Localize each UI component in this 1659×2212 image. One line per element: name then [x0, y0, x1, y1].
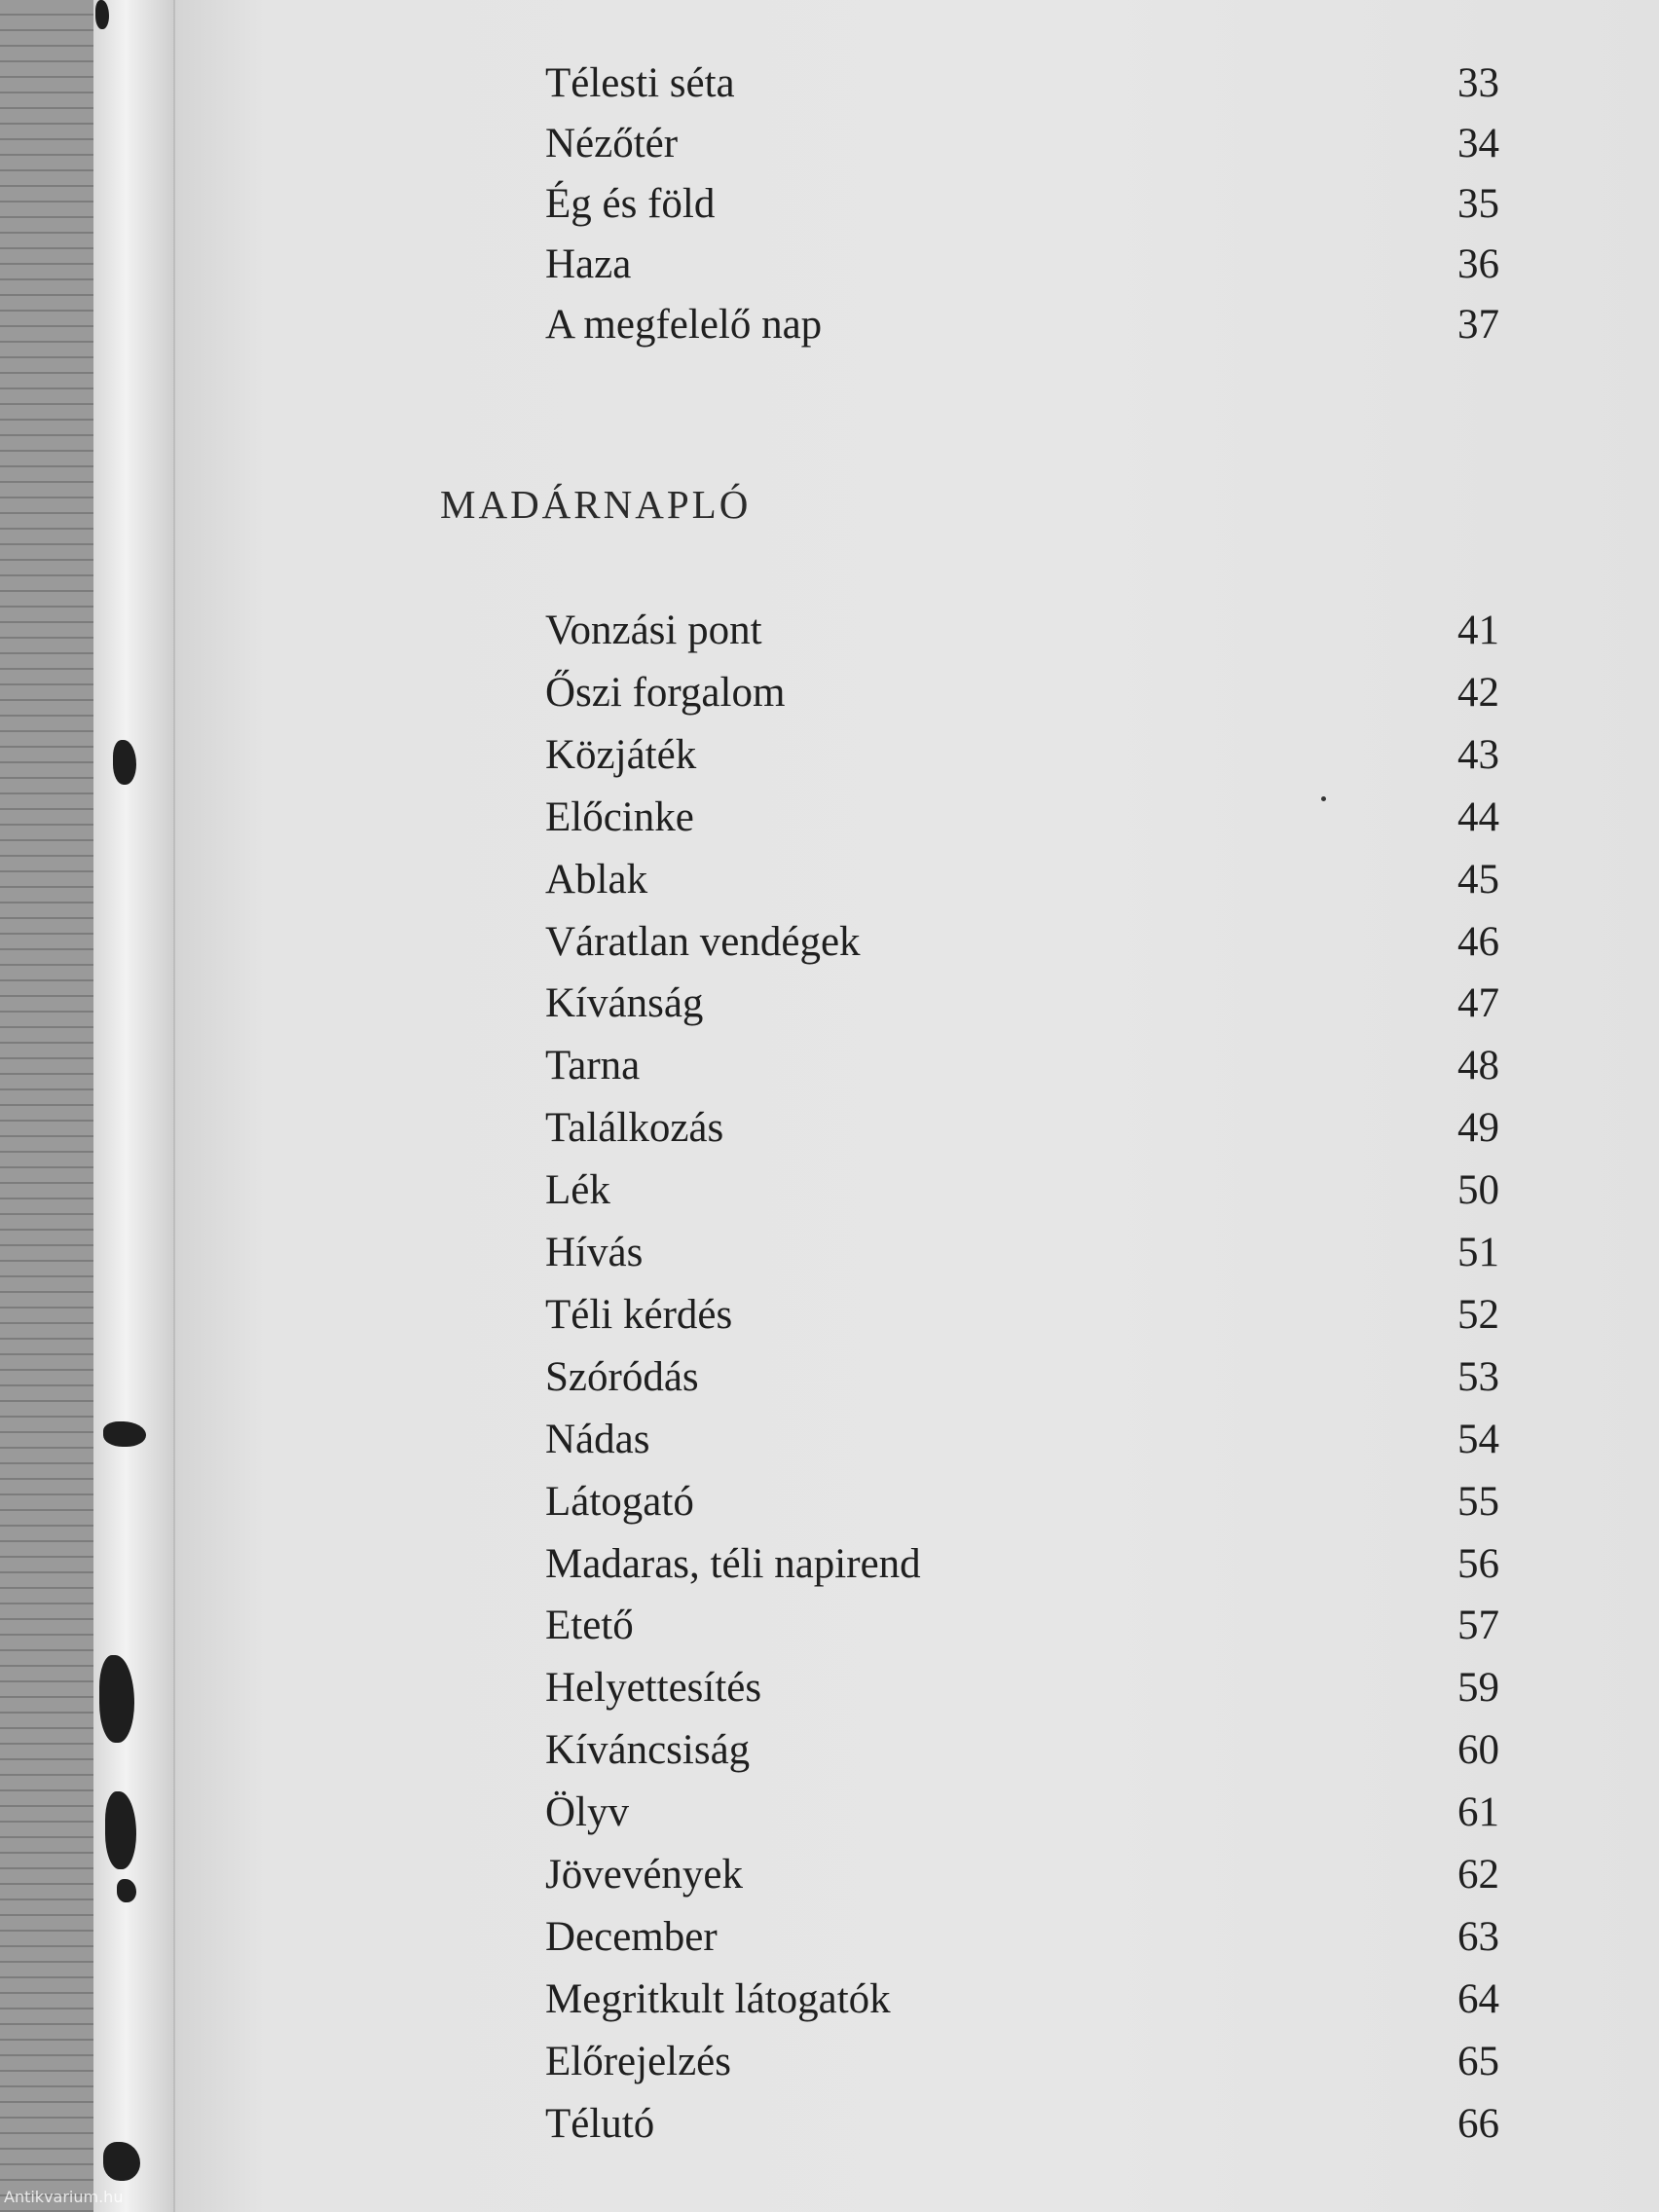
edge-mark	[103, 1421, 146, 1447]
background-strip	[0, 0, 97, 2212]
toc-entry-title: Etető	[545, 1603, 634, 1648]
toc-entry	[175, 726, 1659, 785]
toc-entry-title: Előrejelzés	[545, 2039, 732, 2084]
edge-mark	[95, 0, 109, 29]
toc-entry-title: Kíváncsiság	[545, 1727, 751, 1773]
toc-entry	[175, 1721, 1659, 1780]
toc-entry	[175, 1535, 1659, 1594]
toc-entry-title: Ölyv	[545, 1789, 629, 1835]
toc-entry-page: 47	[1457, 980, 1499, 1026]
toc-entry-page: 33	[1457, 60, 1499, 106]
toc-entry-page: 34	[1457, 121, 1499, 166]
toc-entry-page: 36	[1457, 241, 1499, 287]
toc-entry	[175, 236, 1659, 294]
toc-entry	[175, 1037, 1659, 1095]
edge-mark	[99, 1655, 134, 1743]
toc-entry-page: 57	[1457, 1603, 1499, 1648]
edge-mark	[103, 2142, 140, 2181]
toc-entry-page: 35	[1457, 181, 1499, 227]
toc-entry-page: 37	[1457, 302, 1499, 348]
toc-entry-page: 44	[1457, 794, 1499, 840]
toc-entry-title: Szóródás	[545, 1354, 699, 1400]
toc-entry-title: Vonzási pont	[545, 608, 762, 653]
edge-mark	[105, 1791, 136, 1869]
dust-speck	[1321, 796, 1326, 801]
toc-entry	[175, 55, 1659, 113]
toc-entry-page: 51	[1457, 1230, 1499, 1275]
toc-entry-title: Kívánság	[545, 980, 704, 1026]
toc-entry	[175, 1286, 1659, 1345]
toc-entry	[175, 1224, 1659, 1282]
toc-entry	[175, 1411, 1659, 1469]
toc-entry-title: Váratlan vendégek	[545, 919, 861, 965]
toc-entry	[175, 1597, 1659, 1655]
toc-entry-title: Nádas	[545, 1417, 650, 1462]
toc-entry-title: Haza	[545, 241, 632, 287]
toc-entry-page: 62	[1457, 1852, 1499, 1898]
toc-entry-title: Találkozás	[545, 1105, 724, 1151]
toc-entry-title: Őszi forgalom	[545, 670, 786, 716]
toc-entry	[175, 789, 1659, 847]
toc-entry-page: 65	[1457, 2039, 1499, 2084]
toc-entry-page: 55	[1457, 1479, 1499, 1525]
toc-entry	[175, 1659, 1659, 1717]
toc-entry-title: Ég és föld	[545, 181, 716, 227]
toc-entry-page: 42	[1457, 670, 1499, 716]
toc-entry-title: Télutó	[545, 2101, 655, 2147]
toc-entry-page: 63	[1457, 1914, 1499, 1960]
toc-entry-title: Tarna	[545, 1043, 641, 1088]
toc-entry	[175, 851, 1659, 909]
toc-entry	[175, 2033, 1659, 2091]
toc-entry-page: 41	[1457, 608, 1499, 653]
edge-mark	[113, 740, 136, 785]
toc-entry	[175, 1348, 1659, 1407]
book-page	[175, 0, 1659, 2212]
toc-entry-title: Közjáték	[545, 732, 697, 778]
toc-entry	[175, 175, 1659, 234]
toc-entry	[175, 1161, 1659, 1220]
toc-entry-title: Lék	[545, 1167, 610, 1213]
toc-entry-page: 60	[1457, 1727, 1499, 1773]
toc-entry-title: Nézőtér	[545, 121, 679, 166]
toc-entry-title: Megritkult látogatók	[545, 1976, 891, 2022]
book-spine-edge	[93, 0, 175, 2212]
toc-entry-page: 43	[1457, 732, 1499, 778]
toc-entry	[175, 1099, 1659, 1158]
toc-entry-page: 54	[1457, 1417, 1499, 1462]
toc-entry-page: 61	[1457, 1789, 1499, 1835]
toc-entry-title: Hívás	[545, 1230, 644, 1275]
toc-entry-title: Előcinke	[545, 794, 694, 840]
toc-entry-page: 49	[1457, 1105, 1499, 1151]
toc-entry-title: A megfelelő nap	[545, 302, 823, 348]
toc-entry-page: 45	[1457, 857, 1499, 903]
toc-entry-title: December	[545, 1914, 718, 1960]
toc-entry-page: 56	[1457, 1541, 1499, 1587]
toc-entry	[175, 1846, 1659, 1904]
toc-entry-page: 64	[1457, 1976, 1499, 2022]
watermark: Antikvarium.hu	[4, 2188, 124, 2206]
toc-entry	[175, 115, 1659, 173]
toc-entry-title: Látogató	[545, 1479, 694, 1525]
toc-entry	[175, 1473, 1659, 1531]
toc-entry-title: Téli kérdés	[545, 1292, 733, 1338]
toc-entry-title: Ablak	[545, 857, 648, 903]
toc-entry-page: 66	[1457, 2101, 1499, 2147]
edge-mark	[117, 1879, 136, 1902]
toc-entry-page: 52	[1457, 1292, 1499, 1338]
toc-entry-page: 48	[1457, 1043, 1499, 1088]
toc-entry	[175, 1784, 1659, 1842]
toc-entry-page: 59	[1457, 1665, 1499, 1711]
section-heading: MADÁRNAPLÓ	[440, 482, 752, 527]
toc-entry-page: 46	[1457, 919, 1499, 965]
toc-entry-page: 50	[1457, 1167, 1499, 1213]
toc-entry	[175, 1908, 1659, 1967]
toc-entry	[175, 975, 1659, 1033]
toc-entry-title: Télesti séta	[545, 60, 735, 106]
toc-entry	[175, 913, 1659, 972]
toc-entry-page: 53	[1457, 1354, 1499, 1400]
toc-entry	[175, 1971, 1659, 2029]
toc-entry-title: Jövevények	[545, 1852, 743, 1898]
toc-entry	[175, 602, 1659, 660]
toc-entry	[175, 296, 1659, 354]
toc-entry-title: Madaras, téli napirend	[545, 1541, 921, 1587]
toc-entry	[175, 664, 1659, 722]
toc-entry	[175, 2095, 1659, 2154]
toc-entry-title: Helyettesítés	[545, 1665, 762, 1711]
